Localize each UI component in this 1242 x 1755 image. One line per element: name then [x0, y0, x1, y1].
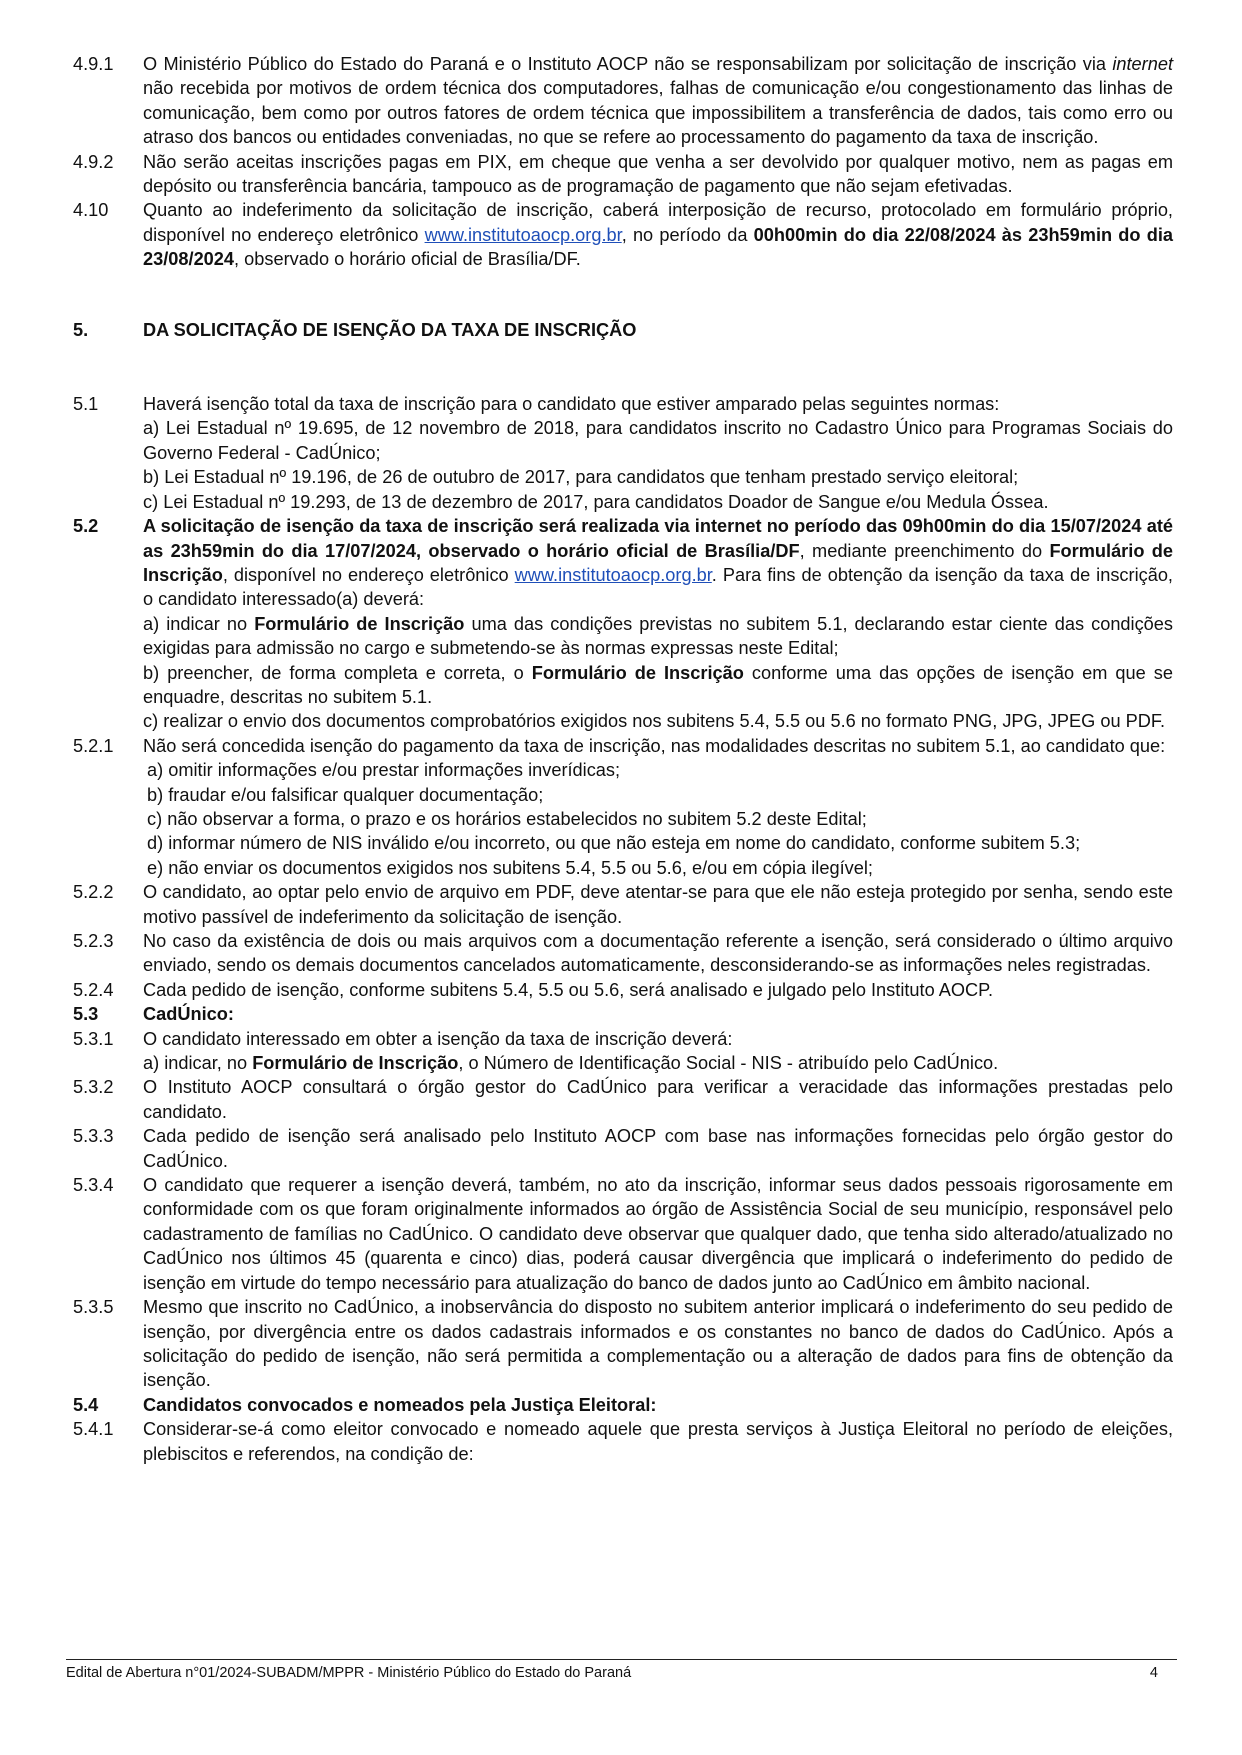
clause-intro: O candidato interessado em obter a isenção da taxa de inscrição deverá: [143, 1028, 733, 1049]
subsection-title: Candidatos convocados e nomeados pela Justiça Eleitoral: [143, 1394, 657, 1415]
subsection-5-3 [73, 1002, 1173, 1026]
clause-number: 5.4.1 [73, 1419, 114, 1440]
clause-number: 5.3.2 [73, 1077, 114, 1098]
clause-text: O candidato, ao optar pelo envio de arquivo em PDF, deve atentar-se para que ele não esteja protegido por senha, sendo este motivo passível de indeferimento da solicitação de isenção. [143, 882, 1173, 927]
text-run: , observado o horário oficial de Brasília/DF. [234, 249, 581, 270]
clause-number: 5.3.3 [73, 1126, 114, 1147]
text-run: , mediante preenchimento do [799, 540, 1050, 561]
text-run: a) indicar no [143, 613, 255, 634]
sub-item: b) fraudar e/ou falsificar qualquer documentação; [147, 784, 544, 805]
sub-item: b) Lei Estadual nº 19.196, de 26 de outubro de 2017, para candidatos que tenham prestado serviço eleitoral; [143, 467, 1019, 488]
text-run: O Ministério Público do Estado do Paraná e o Instituto AOCP não se responsabilizam por solicitação de inscrição via [143, 54, 1113, 74]
bold-text: Formulário de Inscrição [143, 540, 1173, 585]
clause-text [143, 52, 1173, 150]
clause-text [143, 1027, 1173, 1076]
bold-text: A solicitação de isenção da taxa de inscrição será realizada via internet no período das 09h00min do dia 15/07/2024 até as 23h59min do dia 17/07/2024, observado o horário oficial de Brasília/DF [143, 516, 1173, 561]
clause-text: Considerar-se-á como eleitor convocado e nomeado aquele que presta serviços à Justiça Eleitoral no período de eleições, plebiscitos e referendos, na condição de: [143, 1419, 1173, 1464]
subsection-number: 5.3 [73, 1004, 99, 1025]
section-heading [73, 318, 1173, 342]
document-page [73, 52, 1173, 1466]
clause-5-1 [73, 392, 1173, 514]
text-run: . Para fins de obtenção da isenção da taxa de inscrição, o candidato interessado(a) deverá: [143, 564, 1173, 610]
clause-text [143, 198, 1173, 271]
clause-text [143, 514, 1173, 734]
clause-text: Mesmo que inscrito no CadÚnico, a inobservância do disposto no subitem anterior implicará o indeferimento do seu pedido de isenção, por divergência entre os dados cadastrais informados e os constantes no banco de dados do CadÚnico. Após a solicitação do pedido de isenção, não será permitida a complementação ou a alteração de dados para fins de obtenção da isenção. [143, 1297, 1173, 1391]
text-run: Quanto ao indeferimento da solicitação de inscrição, caberá interposição de recurso, protocolado em formulário próprio, disponível no endereço eletrônico [143, 200, 1173, 245]
clause-text [143, 734, 1173, 880]
clause-paragraph [143, 514, 1173, 612]
clause-5-3-4 [73, 1173, 1173, 1295]
footer-text: Edital de Abertura n°01/2024-SUBADM/MPPR - Ministério Público do Estado do Paraná [66, 1665, 632, 1681]
text-run: uma das condições previstas no subitem 5.1, declarando estar ciente das condições exigidas para admissão no cargo e submetendo-se às normas expressas neste Edital; [143, 613, 1174, 659]
clause-5-3-2 [73, 1075, 1173, 1124]
bold-text: 00h00min do dia 22/08/2024 às 23h59min do dia 23/08/2024 [143, 224, 1173, 270]
page-footer [66, 1664, 1158, 1682]
clause-number: 5.2 [73, 516, 99, 537]
clause-number: 4.9.1 [73, 54, 114, 74]
bold-text: Formulário de Inscrição [252, 1053, 459, 1074]
sub-item [143, 661, 1173, 710]
clause-number: 4.9.2 [73, 151, 114, 172]
clause-number: 5.2.4 [73, 979, 114, 1000]
sub-item: a) omitir informações e/ou prestar informações inverídicas; [147, 760, 621, 781]
clause-5-3-5 [73, 1295, 1173, 1393]
clause-text: O Instituto AOCP consultará o órgão gestor do CadÚnico para verificar a veracidade das informações prestadas pelo candidato. [143, 1077, 1173, 1122]
institute-website-link[interactable]: www.institutoaocp.org.br [514, 564, 712, 585]
page-number: 4 [1149, 1665, 1158, 1681]
clause-number: 5.1 [73, 394, 99, 415]
clause-5-2-2 [73, 880, 1173, 929]
clause-5-3-1 [73, 1027, 1173, 1076]
spacer [73, 342, 1173, 392]
clause-intro: Haverá isenção total da taxa de inscrição para o candidato que estiver amparado pelas seguintes normas: [143, 394, 1000, 415]
text-run: a) indicar, no [143, 1053, 253, 1074]
text-run: , no período da [621, 224, 754, 245]
clause-5-3-3 [73, 1124, 1173, 1173]
clause-5-2-3 [73, 929, 1173, 978]
footer-divider [66, 1659, 1177, 1660]
clause-5-4-1 [73, 1417, 1173, 1466]
italic-text: internet [1112, 54, 1173, 74]
section-number: 5. [73, 319, 89, 340]
clause-number: 4.10 [73, 200, 109, 221]
text-run: b) preencher, de forma completa e correta, o [143, 662, 532, 683]
clause-5-2-1 [73, 734, 1173, 880]
bold-text: Formulário de Inscrição [254, 613, 465, 634]
clause-5-2-4 [73, 978, 1173, 1002]
clause-4-9-2 [73, 150, 1173, 199]
clause-number: 5.2.2 [73, 882, 114, 903]
sub-item [143, 612, 1173, 661]
section-title: DA SOLICITAÇÃO DE ISENÇÃO DA TAXA DE INSCRIÇÃO [143, 319, 637, 340]
clause-text: Não serão aceitas inscrições pagas em PIX, em cheque que venha a ser devolvido por qualquer motivo, nem as pagas em depósito ou transferência bancária, tampouco as de programação de pagamento que não sejam efetivadas. [143, 151, 1173, 197]
clause-number: 5.3.5 [73, 1297, 114, 1318]
clause-4-10 [73, 198, 1173, 271]
clause-number: 5.3.4 [73, 1175, 114, 1196]
sub-item: c) Lei Estadual nº 19.293, de 13 de dezembro de 2017, para candidatos Doador de Sangue e/ou Medula Óssea. [143, 491, 1049, 512]
clause-text: No caso da existência de dois ou mais arquivos com a documentação referente a isenção, será considerado o último arquivo enviado, sendo os demais documentos cancelados automaticamente, desconsiderando-se as informações neles registradas. [143, 931, 1173, 976]
subsection-title: CadÚnico: [143, 1004, 234, 1025]
sub-item: e) não enviar os documentos exigidos nos subitens 5.4, 5.5 ou 5.6, e/ou em cópia ilegível; [147, 857, 873, 878]
text-run: não recebida por motivos de ordem técnica dos computadores, falhas de comunicação e/ou congestionamento das linhas de comunicação, bem como por outros fatores de ordem técnica que impossibilitem a transferência de dados, tais como erro ou atraso dos bancos ou entidades conveniadas, no que se refere ao processamento do pagamento da taxa de inscrição. [143, 78, 1173, 148]
clause-text [143, 392, 1173, 514]
clause-5-2 [73, 514, 1173, 734]
subsection-5-4 [73, 1393, 1173, 1417]
bold-text: Formulário de Inscrição [531, 662, 744, 683]
sub-item: d) informar número de NIS inválido e/ou incorreto, ou que não esteja em nome do candidato, conforme subitem 5.3; [147, 833, 1081, 854]
text-run: conforme uma das opções de isenção em que se enquadre, descritas no subitem 5.1. [143, 662, 1174, 707]
sub-item: c) realizar o envio dos documentos comprobatórios exigidos nos subitens 5.4, 5.5 ou 5.6 no formato PNG, JPG, JPEG ou PDF. [143, 711, 1166, 732]
clause-intro: Não será concedida isenção do pagamento da taxa de inscrição, nas modalidades descritas no subitem 5.1, ao candidato que: [143, 735, 1166, 756]
clause-number: 5.3.1 [73, 1028, 114, 1049]
text-run: , o Número de Identificação Social - NIS - atribuído pelo CadÚnico. [458, 1053, 999, 1074]
clause-text: Cada pedido de isenção, conforme subitens 5.4, 5.5 ou 5.6, será analisado e julgado pelo Instituto AOCP. [143, 979, 993, 1000]
sub-item [143, 1051, 1173, 1075]
text-run: , disponível no endereço eletrônico [222, 564, 515, 585]
institute-website-link[interactable]: www.institutoaocp.org.br [424, 224, 622, 245]
sub-item: a) Lei Estadual nº 19.695, de 12 novembro de 2018, para candidatos inscrito no Cadastro Único para Programas Sociais do Governo Federal - CadÚnico; [143, 418, 1173, 463]
clause-text: Cada pedido de isenção será analisado pelo Instituto AOCP com base nas informações fornecidas pelo órgão gestor do CadÚnico. [143, 1126, 1173, 1171]
spacer [73, 272, 1173, 318]
clause-number: 5.2.3 [73, 931, 114, 951]
sub-item: c) não observar a forma, o prazo e os horários estabelecidos no subitem 5.2 deste Edital; [147, 808, 867, 829]
clause-text: O candidato que requerer a isenção deverá, também, no ato da inscrição, informar seus dados pessoais rigorosamente em conformidade com os que foram originalmente informados ao órgão de Assistência Social de seu município, responsável pelo cadastramento de famílias no CadÚnico. O candidato deve observar que qualquer dado, que tenha sido alterado/atualizado no CadÚnico nos últimos 45 (quarenta e cinco) dias, poderá causar divergência que implicará o indeferimento do pedido de isenção em virtude do tempo necessário para atualização do banco de dados junto ao CadÚnico em âmbito nacional. [143, 1175, 1173, 1293]
subsection-number: 5.4 [73, 1394, 99, 1415]
clause-4-9-1 [73, 52, 1173, 150]
clause-number: 5.2.1 [73, 735, 114, 756]
